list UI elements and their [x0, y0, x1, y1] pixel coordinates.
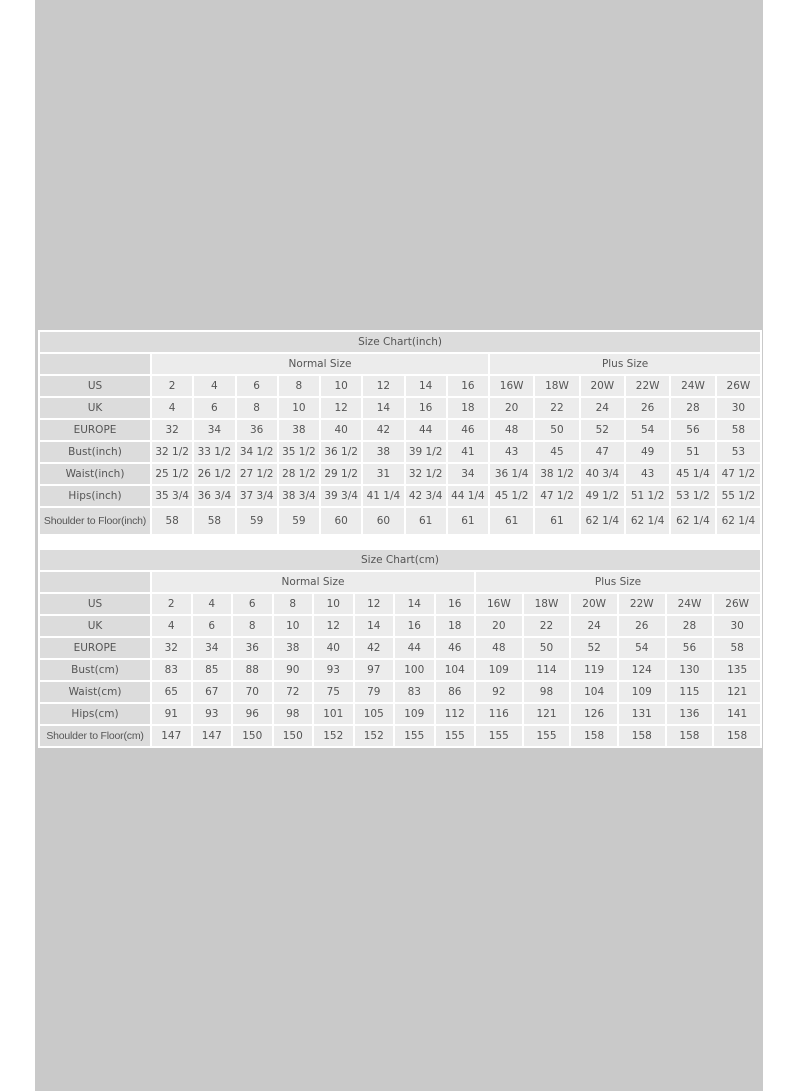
size-cell: 24 — [571, 616, 617, 636]
size-cell: 58 — [714, 638, 760, 658]
size-cell: 109 — [619, 682, 665, 702]
size-cell: 38 — [363, 442, 403, 462]
size-cell: 4 — [193, 594, 232, 614]
size-cell: 62 1/4 — [671, 508, 714, 534]
size-cell: 45 1/4 — [671, 464, 714, 484]
size-cell: 58 — [152, 508, 192, 534]
size-cell: 22 — [535, 398, 578, 418]
table-row — [40, 508, 760, 534]
size-cell: 50 — [524, 638, 570, 658]
size-cell: 92 — [476, 682, 522, 702]
size-cell: 136 — [667, 704, 713, 724]
size-cell: 124 — [619, 660, 665, 680]
size-cell: 67 — [193, 682, 232, 702]
size-cell: 24W — [671, 376, 714, 396]
size-cell: 105 — [355, 704, 394, 724]
size-cell: 6 — [237, 376, 277, 396]
size-cell: 43 — [490, 442, 533, 462]
size-cell: 24W — [667, 594, 713, 614]
size-cell: 39 1/2 — [406, 442, 446, 462]
size-cell: 4 — [152, 398, 192, 418]
size-cell: 14 — [406, 376, 446, 396]
size-cell: 112 — [436, 704, 475, 724]
size-cell: 121 — [524, 704, 570, 724]
size-cell: 52 — [571, 638, 617, 658]
size-cell: 34 — [448, 464, 488, 484]
size-cell: 22 — [524, 616, 570, 636]
size-cell: 53 — [717, 442, 761, 462]
size-cell: 104 — [571, 682, 617, 702]
size-cell: 98 — [524, 682, 570, 702]
size-cell: 72 — [274, 682, 313, 702]
size-cell: 126 — [571, 704, 617, 724]
table-row — [40, 486, 760, 506]
size-cell: 14 — [363, 398, 403, 418]
table-title: Size Chart(cm) — [40, 550, 760, 570]
size-cell: 56 — [667, 638, 713, 658]
size-cell: 130 — [667, 660, 713, 680]
table-title: Size Chart(inch) — [40, 332, 760, 352]
size-cell: 16W — [490, 376, 533, 396]
row-label: US — [40, 376, 150, 396]
row-label: Hips(inch) — [40, 486, 150, 506]
size-cell: 36 — [233, 638, 272, 658]
size-cell: 53 1/2 — [671, 486, 714, 506]
size-cell: 20W — [581, 376, 624, 396]
table-row — [40, 420, 760, 440]
size-cell: 65 — [152, 682, 191, 702]
size-cell: 43 — [626, 464, 669, 484]
size-cell: 83 — [395, 682, 434, 702]
size-cell: 61 — [490, 508, 533, 534]
size-cell: 8 — [237, 398, 277, 418]
size-cell: 147 — [152, 726, 191, 746]
table-row — [40, 638, 760, 658]
size-chart-cm-table — [38, 548, 762, 748]
size-cell: 52 — [581, 420, 624, 440]
size-cell: 36 1/4 — [490, 464, 533, 484]
size-cell: 58 — [717, 420, 761, 440]
size-cell: 141 — [714, 704, 760, 724]
size-cell: 155 — [395, 726, 434, 746]
table-row — [40, 682, 760, 702]
size-cell: 14 — [355, 616, 394, 636]
size-cell: 158 — [619, 726, 665, 746]
size-cell: 28 — [671, 398, 714, 418]
size-cell: 16 — [395, 616, 434, 636]
size-cell: 97 — [355, 660, 394, 680]
size-cell: 20W — [571, 594, 617, 614]
size-cell: 44 — [406, 420, 446, 440]
size-cell: 98 — [274, 704, 313, 724]
size-cell: 2 — [152, 594, 191, 614]
size-cell: 115 — [667, 682, 713, 702]
size-cell: 18 — [448, 398, 488, 418]
size-cell: 61 — [535, 508, 578, 534]
size-cell: 28 — [667, 616, 713, 636]
size-cell: 119 — [571, 660, 617, 680]
size-cell: 6 — [194, 398, 234, 418]
size-cell: 16 — [406, 398, 446, 418]
size-cell: 18W — [535, 376, 578, 396]
size-cell: 18W — [524, 594, 570, 614]
size-cell: 24 — [581, 398, 624, 418]
size-cell: 30 — [717, 398, 761, 418]
table-row — [40, 704, 760, 724]
background-panel — [35, 0, 763, 1091]
size-cell: 91 — [152, 704, 191, 724]
size-cell: 30 — [714, 616, 760, 636]
row-label: UK — [40, 398, 150, 418]
size-cell: 12 — [314, 616, 353, 636]
row-label: EUROPE — [40, 638, 150, 658]
size-cell: 42 — [355, 638, 394, 658]
table-row — [40, 616, 760, 636]
size-cell: 61 — [406, 508, 446, 534]
size-cell: 38 1/2 — [535, 464, 578, 484]
size-cell: 93 — [193, 704, 232, 724]
size-cell: 34 1/2 — [237, 442, 277, 462]
size-cell: 36 — [237, 420, 277, 440]
size-cell: 32 — [152, 638, 191, 658]
size-cell: 10 — [321, 376, 361, 396]
table-row — [40, 398, 760, 418]
size-cell: 44 — [395, 638, 434, 658]
size-cell: 116 — [476, 704, 522, 724]
size-cell: 45 — [535, 442, 578, 462]
size-cell: 96 — [233, 704, 272, 724]
size-cell: 152 — [314, 726, 353, 746]
table-row — [40, 660, 760, 680]
size-chart-inch-table — [38, 330, 762, 536]
size-cell: 155 — [476, 726, 522, 746]
table-title-row — [40, 332, 760, 352]
row-label: Shoulder to Floor(inch) — [40, 508, 150, 534]
size-cell: 16W — [476, 594, 522, 614]
size-cell: 104 — [436, 660, 475, 680]
size-cell: 32 1/2 — [406, 464, 446, 484]
size-cell: 135 — [714, 660, 760, 680]
size-cell: 26W — [717, 376, 761, 396]
size-cell: 12 — [355, 594, 394, 614]
corner-cell — [40, 354, 150, 374]
size-cell: 62 1/4 — [626, 508, 669, 534]
size-cell: 150 — [233, 726, 272, 746]
table-row — [40, 464, 760, 484]
size-cell: 38 3/4 — [279, 486, 319, 506]
size-cell: 4 — [194, 376, 234, 396]
size-cell: 47 1/2 — [535, 486, 578, 506]
row-label: Hips(cm) — [40, 704, 150, 724]
row-label: US — [40, 594, 150, 614]
size-cell: 26 1/2 — [194, 464, 234, 484]
size-cell: 58 — [194, 508, 234, 534]
size-cell: 59 — [279, 508, 319, 534]
size-cell: 40 — [321, 420, 361, 440]
size-cell: 54 — [626, 420, 669, 440]
size-cell: 32 — [152, 420, 192, 440]
size-cell: 29 1/2 — [321, 464, 361, 484]
size-cell: 62 1/4 — [717, 508, 761, 534]
size-cell: 2 — [152, 376, 192, 396]
size-cell: 39 3/4 — [321, 486, 361, 506]
size-cell: 44 1/4 — [448, 486, 488, 506]
size-cell: 37 3/4 — [237, 486, 277, 506]
size-cell: 42 — [363, 420, 403, 440]
size-cell: 18 — [436, 616, 475, 636]
row-label: Shoulder to Floor(cm) — [40, 726, 150, 746]
size-cell: 26W — [714, 594, 760, 614]
size-cell: 16 — [436, 594, 475, 614]
size-cell: 41 — [448, 442, 488, 462]
size-cell: 79 — [355, 682, 394, 702]
row-label: UK — [40, 616, 150, 636]
group-header-plus-size: Plus Size — [490, 354, 760, 374]
row-label: Bust(cm) — [40, 660, 150, 680]
size-cell: 27 1/2 — [237, 464, 277, 484]
size-cell: 85 — [193, 660, 232, 680]
size-cell: 4 — [152, 616, 191, 636]
size-cell: 60 — [363, 508, 403, 534]
table-row — [40, 376, 760, 396]
size-cell: 114 — [524, 660, 570, 680]
size-cell: 6 — [233, 594, 272, 614]
size-cell: 34 — [193, 638, 232, 658]
size-cell: 101 — [314, 704, 353, 724]
size-cell: 70 — [233, 682, 272, 702]
size-cell: 47 — [581, 442, 624, 462]
table-row — [40, 442, 760, 462]
row-label: Waist(inch) — [40, 464, 150, 484]
size-cell: 32 1/2 — [152, 442, 192, 462]
size-cell: 50 — [535, 420, 578, 440]
size-cell: 88 — [233, 660, 272, 680]
size-cell: 147 — [193, 726, 232, 746]
group-header-normal-size: Normal Size — [152, 354, 488, 374]
size-cell: 35 3/4 — [152, 486, 192, 506]
size-cell: 60 — [321, 508, 361, 534]
size-cell: 51 1/2 — [626, 486, 669, 506]
size-cell: 8 — [274, 594, 313, 614]
size-cell: 155 — [436, 726, 475, 746]
size-cell: 22W — [626, 376, 669, 396]
size-cell: 75 — [314, 682, 353, 702]
size-cell: 150 — [274, 726, 313, 746]
size-cell: 12 — [321, 398, 361, 418]
size-cell: 54 — [619, 638, 665, 658]
size-cell: 158 — [667, 726, 713, 746]
size-cell: 10 — [314, 594, 353, 614]
size-cell: 93 — [314, 660, 353, 680]
size-cell: 14 — [395, 594, 434, 614]
size-cell: 6 — [193, 616, 232, 636]
size-cell: 46 — [448, 420, 488, 440]
row-label: EUROPE — [40, 420, 150, 440]
size-cell: 34 — [194, 420, 234, 440]
size-cell: 26 — [626, 398, 669, 418]
size-cell: 59 — [237, 508, 277, 534]
size-cell: 10 — [279, 398, 319, 418]
row-label: Bust(inch) — [40, 442, 150, 462]
size-cell: 155 — [524, 726, 570, 746]
table-title-row — [40, 550, 760, 570]
table-row — [40, 594, 760, 614]
size-cell: 12 — [363, 376, 403, 396]
size-cell: 38 — [274, 638, 313, 658]
size-cell: 49 — [626, 442, 669, 462]
size-cell: 47 1/2 — [717, 464, 761, 484]
size-cell: 41 1/4 — [363, 486, 403, 506]
group-header-normal-size: Normal Size — [152, 572, 474, 592]
size-cell: 48 — [490, 420, 533, 440]
size-cell: 62 1/4 — [581, 508, 624, 534]
size-cell: 86 — [436, 682, 475, 702]
size-cell: 56 — [671, 420, 714, 440]
size-cell: 20 — [490, 398, 533, 418]
size-cell: 20 — [476, 616, 522, 636]
size-cell: 48 — [476, 638, 522, 658]
size-cell: 16 — [448, 376, 488, 396]
size-cell: 100 — [395, 660, 434, 680]
size-cell: 121 — [714, 682, 760, 702]
size-cell: 28 1/2 — [279, 464, 319, 484]
size-cell: 109 — [476, 660, 522, 680]
size-cell: 8 — [279, 376, 319, 396]
size-cell: 40 3/4 — [581, 464, 624, 484]
size-cell: 49 1/2 — [581, 486, 624, 506]
size-cell: 38 — [279, 420, 319, 440]
size-cell: 33 1/2 — [194, 442, 234, 462]
size-cell: 55 1/2 — [717, 486, 761, 506]
size-cell: 40 — [314, 638, 353, 658]
size-cell: 158 — [571, 726, 617, 746]
column-group-row — [40, 572, 760, 592]
size-cell: 42 3/4 — [406, 486, 446, 506]
size-cell: 8 — [233, 616, 272, 636]
group-header-plus-size: Plus Size — [476, 572, 760, 592]
size-charts-container — [38, 330, 762, 748]
size-cell: 90 — [274, 660, 313, 680]
size-cell: 36 3/4 — [194, 486, 234, 506]
size-cell: 131 — [619, 704, 665, 724]
size-cell: 83 — [152, 660, 191, 680]
size-cell: 51 — [671, 442, 714, 462]
size-cell: 10 — [274, 616, 313, 636]
size-cell: 26 — [619, 616, 665, 636]
size-cell: 36 1/2 — [321, 442, 361, 462]
size-cell: 25 1/2 — [152, 464, 192, 484]
size-cell: 61 — [448, 508, 488, 534]
size-cell: 45 1/2 — [490, 486, 533, 506]
size-cell: 22W — [619, 594, 665, 614]
size-cell: 35 1/2 — [279, 442, 319, 462]
size-cell: 109 — [395, 704, 434, 724]
corner-cell — [40, 572, 150, 592]
size-cell: 152 — [355, 726, 394, 746]
size-cell: 46 — [436, 638, 475, 658]
size-cell: 158 — [714, 726, 760, 746]
size-cell: 31 — [363, 464, 403, 484]
column-group-row — [40, 354, 760, 374]
table-row — [40, 726, 760, 746]
row-label: Waist(cm) — [40, 682, 150, 702]
